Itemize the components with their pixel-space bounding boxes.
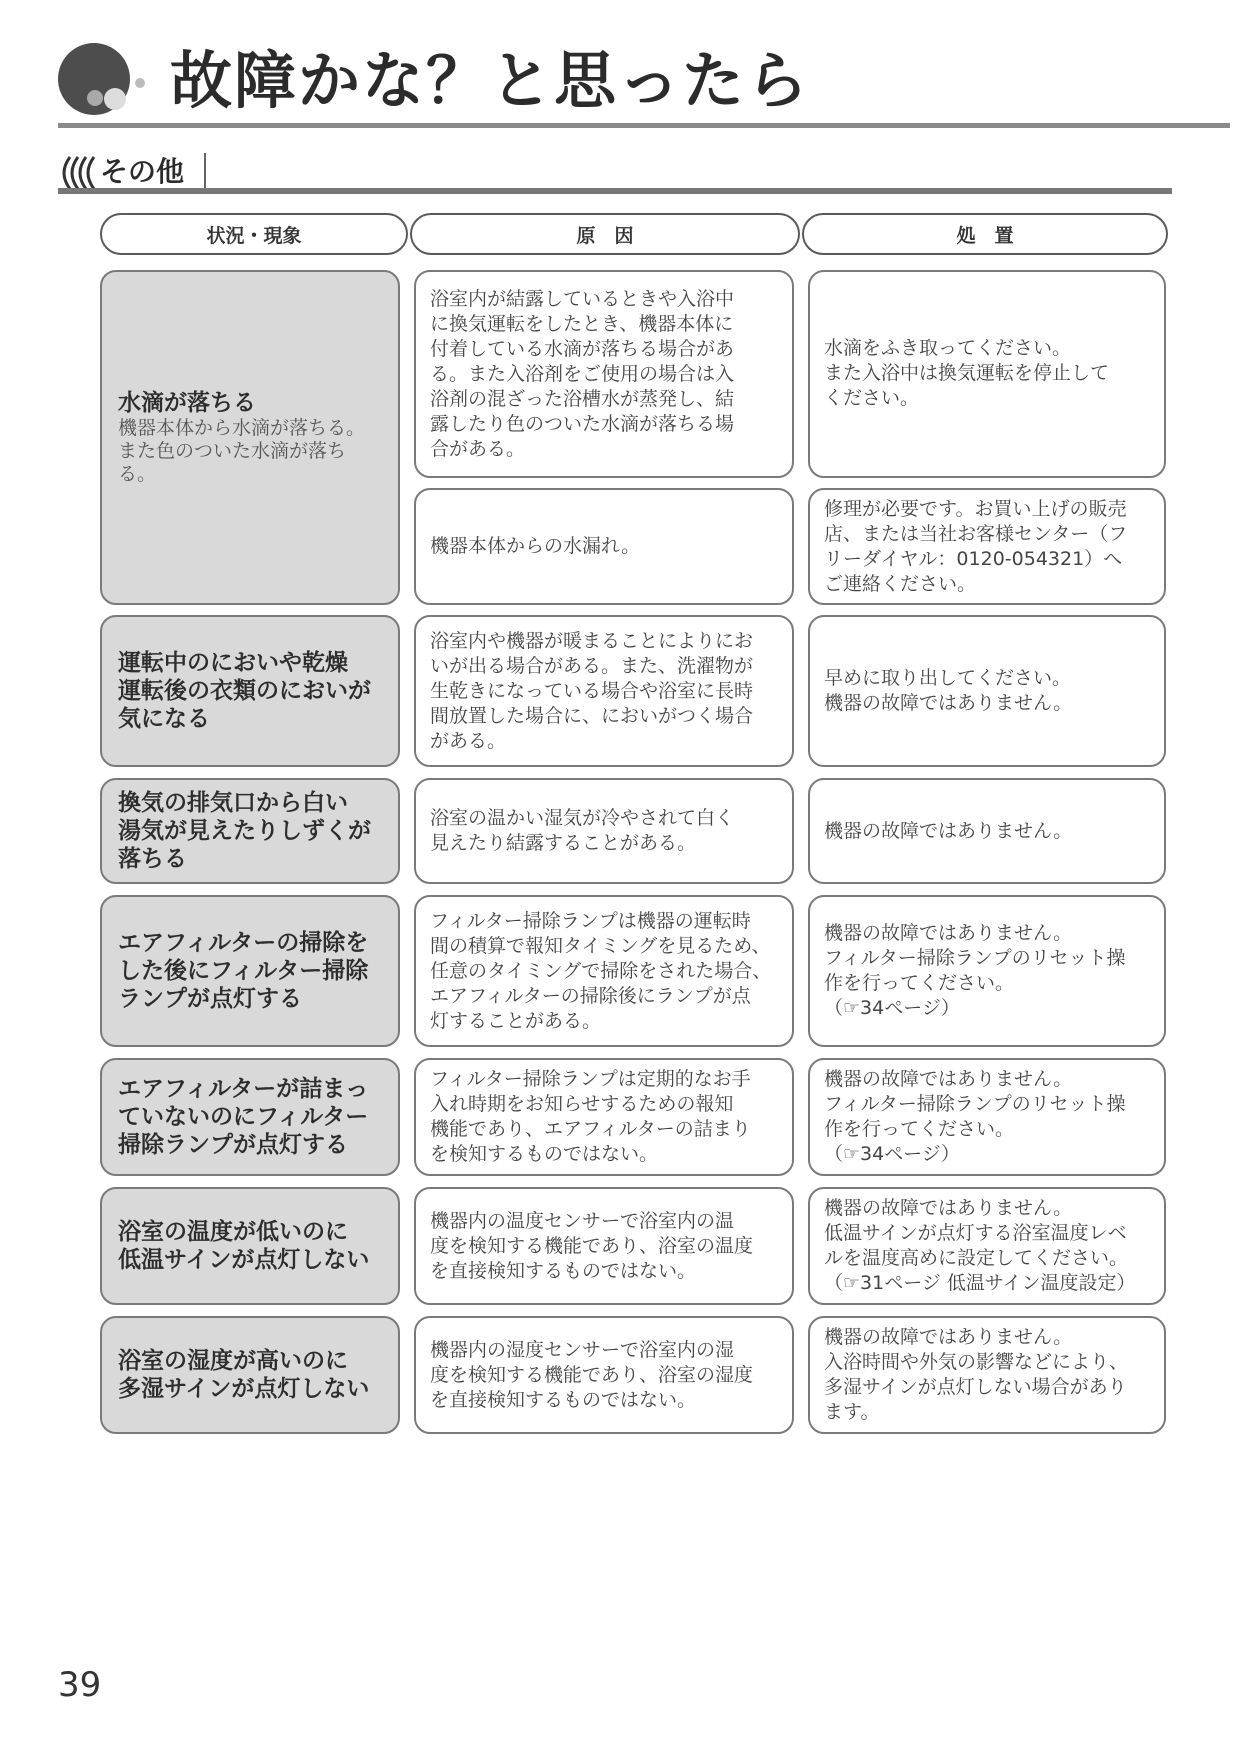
cause-text: 浴室内や機器が暖まることによりにお いが出る場合がある。また、洗濯物が 生乾きになっている場合や浴室に長時 間放置した場合に、においがつく場合 がある。 [430,629,754,752]
symptom-main: 浴室の湿度が高いのに 多湿サインが点灯しない [118,1348,370,1402]
symptom-cell [100,1187,400,1305]
section-marks-icon [56,155,100,191]
column-header-action: 処 置 [802,213,1168,255]
action-text: 機器の故障ではありません。 [824,819,1073,842]
title-dot-icon [87,90,103,106]
action-cell [808,1058,1166,1176]
action-text: 機器の故障ではありません。 フィルター掃除ランプのリセット操 作を行ってください。 （☞34ページ） [824,922,1126,1019]
symptom-main: 換気の排気口から白い 湯気が見えたりしずくが 落ちる [118,790,371,872]
cause-text: 浴室内が結露しているときや入浴中 に換気運転をしたとき、機器本体に 付着している水滴が落ちる場合があ る。また入浴剤をご使用の場合は入 浴剤の混ざった浴槽水が蒸発し、結 露したり色のついた水滴が落ちる場 合がある。 [430,287,735,460]
action-text: 機器の故障ではありません。 入浴時間や外気の影響などにより、 多湿サインが点灯しない場合があり ます。 [824,1326,1129,1423]
symptom-main: エアフィルターの掃除を した後にフィルター掃除 ランプが点灯する [118,930,369,1012]
action-cell [808,615,1166,767]
symptom-cell [100,615,400,767]
column-header-symptom: 状況・現象 [100,213,408,255]
action-cell [808,488,1166,605]
symptom-cell [100,270,400,605]
action-text: 早めに取り出してください。 機器の故障ではありません。 [824,667,1073,714]
action-text: 機器の故障ではありません。 フィルター掃除ランプのリセット操 作を行ってください。 （☞34ページ） [824,1068,1126,1165]
symptom-main: 運転中のにおいや乾燥 運転後の衣類のにおいが 気になる [118,650,371,732]
title-divider [58,123,1230,128]
cause-cell [414,895,794,1047]
cause-cell [414,270,794,478]
symptom-main: 水滴が落ちる [118,390,256,416]
action-text: 修理が必要です。お買い上げの販売 店、または当社お客様センター（フ リーダイヤル：0120-054321）へ ご連絡ください。 [824,497,1128,595]
cause-cell [414,615,794,767]
section-divider [58,188,1172,194]
cause-cell [414,488,794,605]
cause-cell [414,1058,794,1176]
cause-text: フィルター掃除ランプは定期的なお手 入れ時期をお知らせするための報知 機能であり、エアフィルターの詰まり を検知するものではない。 [430,1068,751,1165]
page-number: 39 [58,1665,102,1705]
cause-text: 機器本体からの水漏れ。 [430,535,641,557]
symptom-cell [100,778,400,884]
cause-cell [414,1316,794,1434]
page-title: 故障かな？と思ったら [170,44,811,117]
symptom-cell [100,1316,400,1434]
cause-cell [414,778,794,884]
symptom-main: 浴室の温度が低いのに 低温サインが点灯しない [118,1219,370,1273]
action-text: 機器の故障ではありません。 低温サインが点灯する浴室温度レベ ルを温度高めに設定してください。 （☞31ページ 低温サイン温度設定） [824,1197,1136,1294]
symptom-cell [100,895,400,1047]
column-header-cause: 原 因 [410,213,800,255]
action-cell [808,895,1166,1047]
cause-text: フィルター掃除ランプは機器の運転時 間の積算で報知タイミングを見るため、 任意のタイミングで掃除をされた場合、 エアフィルターの掃除後にランプが点 灯することがある。 [430,909,772,1032]
symptom-cell [100,1058,400,1176]
section-title: その他 [100,155,185,188]
cause-cell [414,1187,794,1305]
title-dot-icon [135,78,145,88]
cause-text: 機器内の温度センサーで浴室内の温 度を検知する機能であり、浴室の温度 を直接検知するものではない。 [430,1209,754,1282]
action-cell [808,1187,1166,1305]
action-cell [808,1316,1166,1434]
action-cell [808,778,1166,884]
symptom-sub: 機器本体から水滴が落ちる。 また色のついた水滴が落ち る。 [118,417,366,485]
symptom-main: エアフィルターが詰まっ ていないのにフィルター 掃除ランプが点灯する [118,1076,369,1158]
cause-text: 浴室の温かい湿気が冷やされて白く 見えたり結露することがある。 [430,807,735,854]
action-text: 水滴をふき取ってください。 また入浴中は換気運転を停止して ください。 [824,337,1110,409]
title-dot-icon [104,88,126,110]
cause-text: 機器内の湿度センサーで浴室内の湿 度を検知する機能であり、浴室の湿度 を直接検知するものではない。 [430,1338,754,1411]
action-cell [808,270,1166,478]
